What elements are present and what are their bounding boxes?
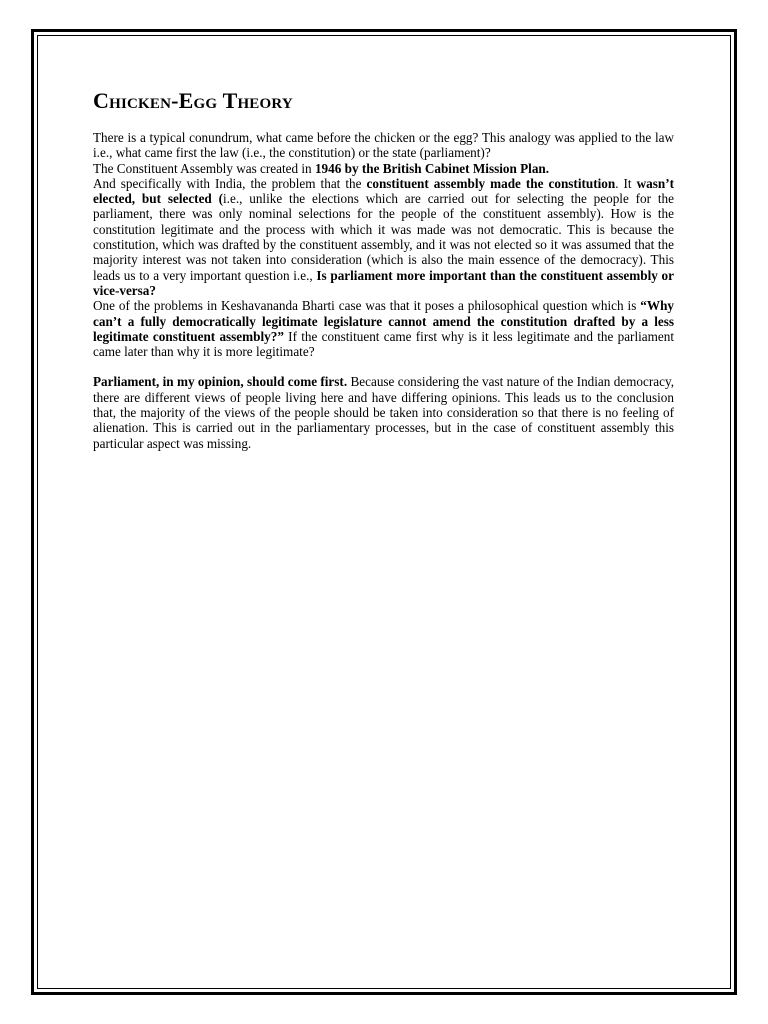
- bold-run: wasn’t elected, but selected (: [93, 175, 674, 207]
- document-body: [93, 88, 674, 451]
- paragraph-intro: There is a typical conundrum, what came before the chicken or the egg? This analogy was applied to the law i.e., what came first the law (i.e., the constitution) or the state (parliament)?: [93, 130, 674, 161]
- text-run: The Constituent Assembly was created in: [93, 160, 315, 176]
- paragraph-india-problem: [93, 176, 674, 298]
- bold-run: “Why can’t a fully democratically legitimate legislature cannot amend the constitution drafted by a less legitimate constituent assembly?”: [93, 298, 674, 344]
- paragraph-constituent-assembly: [93, 161, 674, 176]
- paragraph-gap: [93, 359, 674, 374]
- text-run: And specifically with India, the problem that the: [93, 175, 367, 191]
- bold-run: Is parliament more important than the constituent assembly or vice-versa?: [93, 267, 674, 298]
- text-run: If the constituent came first why is it less legitimate and the parliament came later than why it is more legitimate?: [93, 328, 674, 360]
- bold-run: 1946 by the British Cabinet Mission Plan.: [314, 160, 550, 176]
- bold-run: constituent assembly made the constitution: [366, 175, 616, 191]
- bold-run: Parliament, in my opinion, should come first.: [93, 374, 348, 390]
- paragraph-keshavananda: [93, 298, 674, 359]
- text-run: . It: [615, 175, 637, 191]
- text-run: Because considering the vast nature of the Indian democracy, there are different views of people living here and have differing opinions. This leads us to the conclusion that, the majority of the views of the people should be taken into consideration so that there is no feeling of alienation. This is carried out in the parliamentary processes, but in the case of constituent assembly this particular aspect was missing.: [93, 374, 674, 451]
- paragraph-opinion: [93, 374, 674, 450]
- page-title: Chicken-Egg Theory: [93, 88, 293, 113]
- text-run: One of the problems in Keshavananda Bharti case was that it poses a philosophical question which is: [93, 298, 641, 314]
- text-run: i.e., unlike the elections which are carried out for selecting the people for the parliament, there was only nominal selections for the people of the constituent assembly). How is the constitution legitimate and the process with which it was made was not democratic. This is because the constitution, which was drafted by the constituent assembly, and it was not elected so it was assumed that the majority interest was not taken into consideration (which is also the main essence of the democracy). This leads us to a very important question i.e.,: [93, 191, 674, 283]
